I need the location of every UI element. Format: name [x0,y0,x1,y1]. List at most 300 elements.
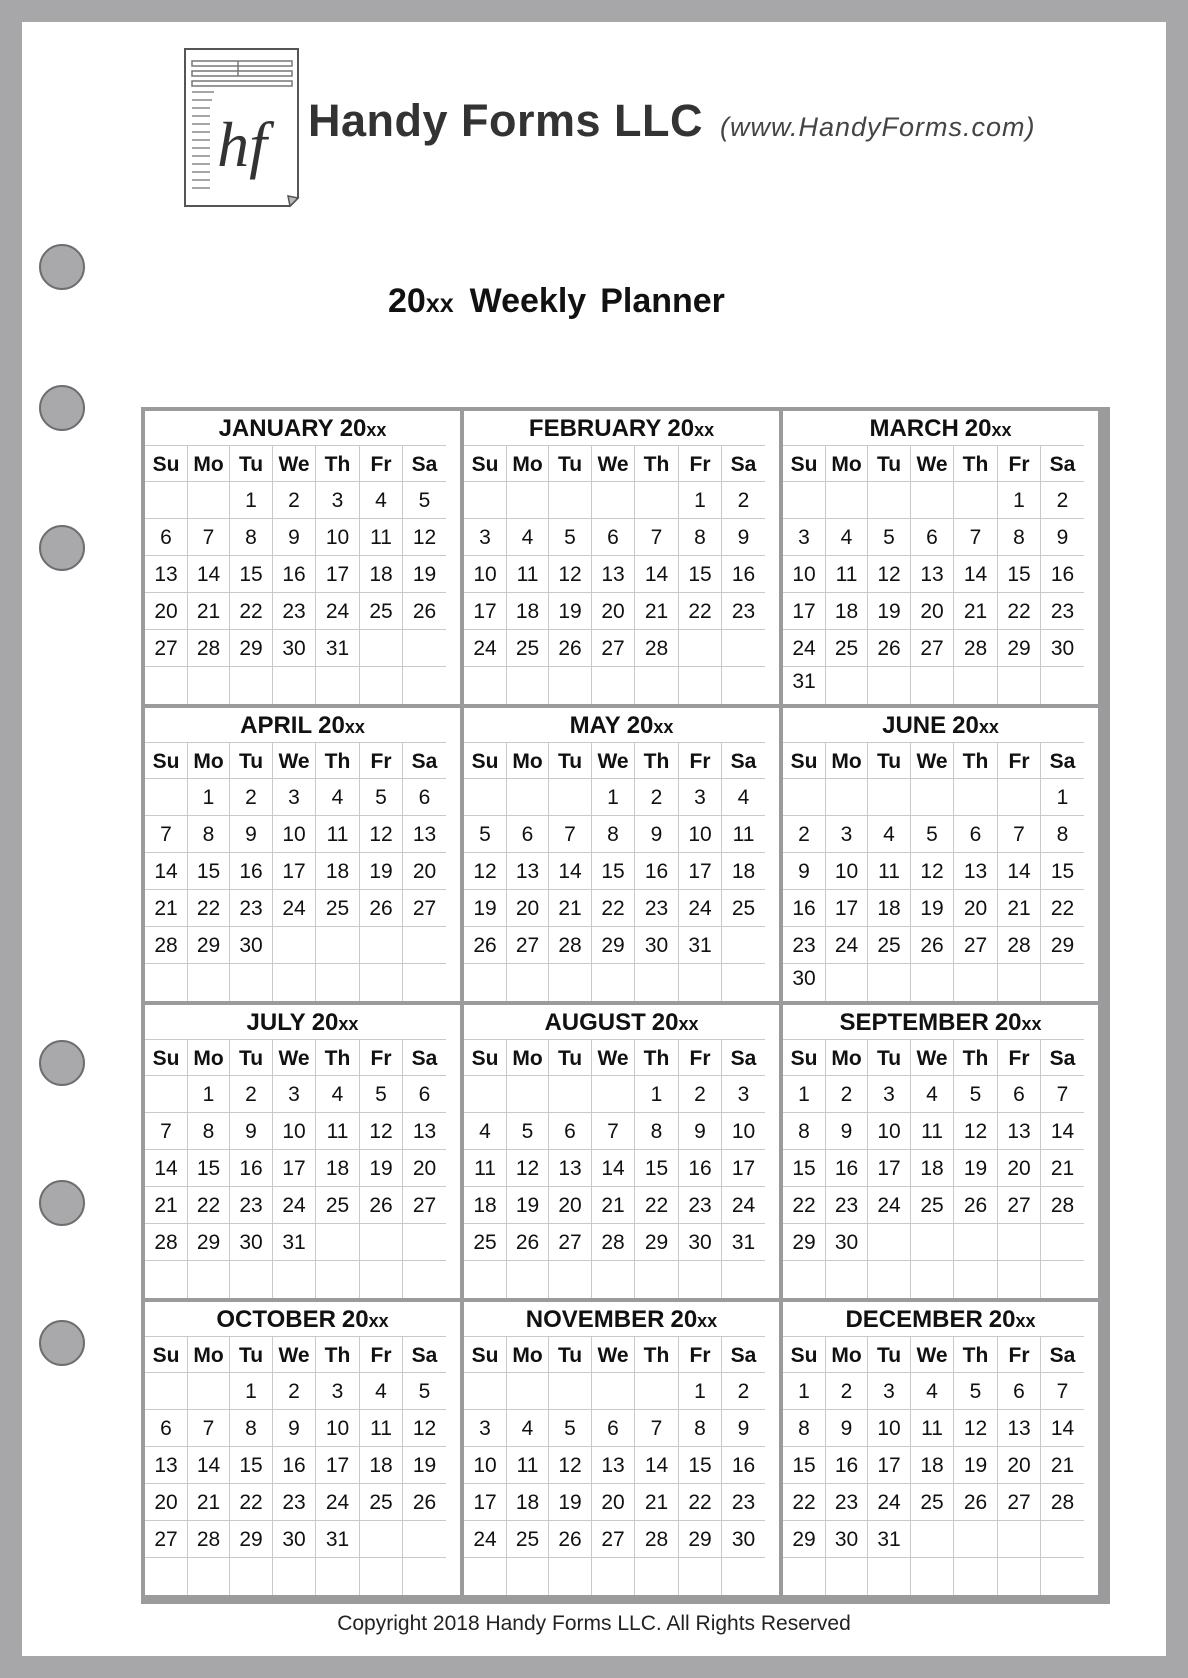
empty-day-cell [954,482,998,519]
month-year-suffix: xx [366,420,387,440]
day-cell: 6 [145,519,188,556]
weekday-header: Su [464,742,507,779]
title-year-suffix: xx [425,290,454,318]
day-cell: 7 [954,519,998,556]
day-cell: 18 [911,1150,954,1187]
day-cell: 19 [403,1447,446,1484]
month-name: AUGUST [544,1009,646,1036]
day-cell: 13 [145,556,188,593]
day-cell: 25 [316,890,360,927]
month-year: 20 [994,1009,1022,1036]
day-cell: 10 [464,556,507,593]
weekday-header: Th [316,445,360,482]
month-year-suffix: xx [368,1311,389,1331]
day-cell: 29 [679,1521,722,1558]
weekday-header: Su [145,742,188,779]
empty-day-cell [230,964,273,1001]
empty-day-cell [464,1076,507,1113]
day-cell: 27 [954,927,998,964]
empty-day-cell [783,1261,826,1298]
empty-day-cell [549,1261,592,1298]
day-cell: 10 [868,1113,911,1150]
day-cell: 14 [998,853,1041,890]
day-cell: 20 [592,593,635,630]
day-cell: 20 [549,1187,592,1224]
binder-hole [39,1180,85,1226]
day-cell: 17 [826,890,868,927]
day-cell: 23 [635,890,679,927]
day-cell: 1 [592,779,635,816]
day-cell: 25 [911,1484,954,1521]
day-cell: 26 [868,630,911,667]
day-cell: 18 [316,1150,360,1187]
day-cell: 14 [549,853,592,890]
empty-day-cell [592,482,635,519]
month-title [145,708,460,742]
day-cell: 7 [998,816,1041,853]
weekday-header: Sa [403,1039,446,1076]
day-cell: 13 [954,853,998,890]
day-cell: 21 [1041,1150,1084,1187]
empty-day-cell [911,1558,954,1595]
day-cell: 25 [507,1521,549,1558]
day-cell: 11 [507,556,549,593]
empty-day-cell [783,1558,826,1595]
day-cell: 15 [592,853,635,890]
day-cell: 16 [783,890,826,927]
day-cell: 19 [549,593,592,630]
day-cell: 12 [549,1447,592,1484]
day-cell: 16 [273,1447,316,1484]
weekday-header: We [592,742,635,779]
weekday-header: We [911,1039,954,1076]
month-title [145,411,460,445]
day-cell: 9 [230,1113,273,1150]
day-cell: 23 [826,1187,868,1224]
day-cell: 15 [188,1150,230,1187]
day-cell: 25 [911,1187,954,1224]
day-cell: 13 [549,1150,592,1187]
day-cell: 13 [145,1447,188,1484]
month-year: 20 [667,415,695,442]
day-cell: 27 [145,630,188,667]
day-cell: 11 [316,1113,360,1150]
day-cell: 6 [145,1410,188,1447]
empty-day-cell [679,1558,722,1595]
day-cell: 23 [273,593,316,630]
day-cell: 9 [1041,519,1084,556]
empty-day-cell [360,1261,403,1298]
day-cell: 25 [868,927,911,964]
empty-day-cell [273,1261,316,1298]
weekday-header: Sa [403,1336,446,1373]
day-cell: 19 [464,890,507,927]
empty-day-cell [998,1224,1041,1261]
weekday-header: Sa [722,1039,765,1076]
empty-day-cell [722,964,765,1001]
day-cell: 27 [592,630,635,667]
weekday-header: Tu [230,1336,273,1373]
day-cell: 12 [868,556,911,593]
day-cell: 23 [826,1484,868,1521]
weekday-header: Su [145,1039,188,1076]
weekday-header: Su [783,742,826,779]
weekday-header: We [273,445,316,482]
day-cell: 24 [316,1484,360,1521]
day-cell: 29 [1041,927,1084,964]
empty-day-cell [464,779,507,816]
month-july [145,1005,460,1298]
day-cell: 28 [549,927,592,964]
day-cell: 10 [826,853,868,890]
day-cell: 11 [911,1410,954,1447]
day-cell: 26 [954,1187,998,1224]
day-cell: 19 [549,1484,592,1521]
day-cell: 23 [722,593,765,630]
empty-day-cell [145,1558,188,1595]
day-cell: 5 [464,816,507,853]
empty-day-cell [722,927,765,964]
day-cell: 20 [507,890,549,927]
empty-day-cell [592,1076,635,1113]
day-cell: 8 [679,1410,722,1447]
empty-day-cell [145,1261,188,1298]
weekday-header: Tu [868,445,911,482]
month-title [464,411,779,445]
weekday-header: We [592,445,635,482]
day-cell: 15 [783,1150,826,1187]
day-cell: 15 [998,556,1041,593]
day-cell: 6 [911,519,954,556]
day-cell: 8 [230,519,273,556]
empty-day-cell [1041,1521,1084,1558]
month-title [783,1302,1098,1336]
day-cell: 27 [911,630,954,667]
month-name: MAY [569,712,621,739]
day-cell: 2 [722,1373,765,1410]
empty-day-cell [403,1521,446,1558]
company-name: Handy Forms LLC [308,95,704,146]
day-cell: 5 [954,1373,998,1410]
day-cell: 10 [868,1410,911,1447]
day-cell: 8 [592,816,635,853]
day-cell: 23 [783,927,826,964]
day-cell: 14 [1041,1113,1084,1150]
day-cell: 7 [549,816,592,853]
day-cell: 31 [868,1521,911,1558]
day-cell: 12 [403,519,446,556]
empty-day-cell [360,1521,403,1558]
empty-day-cell [507,1261,549,1298]
day-cell: 17 [722,1150,765,1187]
day-cell: 4 [722,779,765,816]
day-cell: 11 [360,1410,403,1447]
day-cell: 21 [635,593,679,630]
day-cell: 26 [549,630,592,667]
day-cell: 11 [826,556,868,593]
day-cell: 30 [1041,630,1084,667]
day-cell: 31 [783,667,826,704]
empty-day-cell [826,964,868,1001]
day-cell: 3 [464,519,507,556]
day-cell: 29 [635,1224,679,1261]
month-title [464,708,779,742]
empty-day-cell [507,482,549,519]
day-cell: 30 [679,1224,722,1261]
day-cell: 1 [230,482,273,519]
day-cell: 18 [826,593,868,630]
day-cell: 21 [592,1187,635,1224]
empty-day-cell [145,667,188,704]
empty-day-cell [868,1558,911,1595]
day-cell: 25 [360,593,403,630]
day-cell: 12 [911,853,954,890]
day-cell: 24 [464,630,507,667]
month-year-suffix: xx [678,1014,699,1034]
weekday-header: Th [316,742,360,779]
empty-day-cell [998,1521,1041,1558]
weekday-header: Th [635,445,679,482]
empty-day-cell [911,964,954,1001]
weekday-header: Mo [826,1336,868,1373]
day-cell: 24 [868,1187,911,1224]
empty-day-cell [722,1558,765,1595]
day-cell: 15 [188,853,230,890]
day-cell: 23 [1041,593,1084,630]
empty-day-cell [592,964,635,1001]
day-cell: 5 [360,1076,403,1113]
weekday-header: Mo [507,445,549,482]
month-title [145,1302,460,1336]
day-cell: 12 [360,816,403,853]
weekday-header: Su [783,1336,826,1373]
day-cell: 9 [722,519,765,556]
day-cell: 17 [316,556,360,593]
day-cell: 31 [316,1521,360,1558]
day-cell: 3 [273,779,316,816]
month-year: 20 [339,415,367,442]
day-cell: 13 [403,816,446,853]
day-cell: 21 [954,593,998,630]
day-cell: 14 [954,556,998,593]
day-cell: 30 [273,630,316,667]
day-cell: 18 [507,593,549,630]
empty-day-cell [1041,1224,1084,1261]
weekday-header: We [592,1336,635,1373]
empty-day-cell [911,1224,954,1261]
empty-day-cell [592,667,635,704]
day-cell: 30 [230,927,273,964]
day-cell: 14 [145,853,188,890]
day-cell: 21 [188,593,230,630]
day-cell: 1 [188,779,230,816]
empty-day-cell [1041,1558,1084,1595]
day-cell: 12 [360,1113,403,1150]
day-cell: 7 [145,816,188,853]
weekday-header: Th [635,1336,679,1373]
month-year: 20 [626,712,654,739]
day-cell: 12 [954,1410,998,1447]
day-cell: 2 [1041,482,1084,519]
day-cell: 22 [592,890,635,927]
month-title [783,708,1098,742]
day-cell: 21 [188,1484,230,1521]
title-word-weekly: Weekly [469,282,587,320]
weekday-header: Tu [230,445,273,482]
day-cell: 1 [679,1373,722,1410]
day-cell: 17 [464,1484,507,1521]
empty-day-cell [145,1373,188,1410]
weekday-header: Mo [188,1039,230,1076]
day-cell: 27 [403,1187,446,1224]
empty-day-cell [273,667,316,704]
day-cell: 23 [230,1187,273,1224]
day-cell: 12 [954,1113,998,1150]
month-name: JANUARY [218,415,334,442]
day-cell: 20 [145,1484,188,1521]
empty-day-cell [679,630,722,667]
weekday-header: We [911,742,954,779]
day-cell: 17 [464,593,507,630]
day-cell: 5 [403,482,446,519]
weekday-header: Mo [826,445,868,482]
day-cell: 10 [316,1410,360,1447]
month-year-suffix: xx [653,717,674,737]
empty-day-cell [145,964,188,1001]
day-cell: 7 [1041,1076,1084,1113]
weekday-header: Fr [998,445,1041,482]
day-cell: 8 [188,816,230,853]
day-cell: 16 [826,1447,868,1484]
day-cell: 22 [679,593,722,630]
day-cell: 30 [273,1521,316,1558]
day-cell: 23 [722,1484,765,1521]
day-cell: 14 [188,556,230,593]
binder-hole [39,1040,85,1086]
day-cell: 15 [230,1447,273,1484]
day-cell: 10 [783,556,826,593]
empty-day-cell [403,927,446,964]
binder-hole [39,385,85,431]
day-cell: 19 [507,1187,549,1224]
day-cell: 3 [273,1076,316,1113]
empty-day-cell [273,1558,316,1595]
day-cell: 16 [679,1150,722,1187]
empty-day-cell [188,1558,230,1595]
empty-day-cell [403,1558,446,1595]
day-cell: 4 [911,1076,954,1113]
day-cell: 7 [145,1113,188,1150]
empty-day-cell [911,1521,954,1558]
weekday-header: Tu [549,1039,592,1076]
weekday-header: Th [635,1039,679,1076]
empty-day-cell [507,1558,549,1595]
month-name: JUNE [882,712,947,739]
month-name: FEBRUARY [528,415,662,442]
day-cell: 18 [360,556,403,593]
day-cell: 17 [868,1150,911,1187]
day-cell: 2 [783,816,826,853]
day-cell: 20 [998,1447,1041,1484]
day-cell: 8 [1041,816,1084,853]
day-cell: 11 [464,1150,507,1187]
empty-day-cell [868,482,911,519]
day-cell: 24 [464,1521,507,1558]
day-cell: 27 [507,927,549,964]
weekday-header: Sa [722,1336,765,1373]
day-cell: 6 [592,519,635,556]
day-cell: 16 [826,1150,868,1187]
day-cell: 1 [783,1076,826,1113]
day-cell: 26 [464,927,507,964]
day-cell: 12 [464,853,507,890]
day-cell: 24 [868,1484,911,1521]
weekday-header: Th [954,1336,998,1373]
binder-hole [39,525,85,571]
day-cell: 24 [273,1187,316,1224]
empty-day-cell [188,667,230,704]
weekday-header: We [273,1336,316,1373]
weekday-header: Mo [188,1336,230,1373]
day-cell: 5 [507,1113,549,1150]
day-cell: 26 [954,1484,998,1521]
day-cell: 13 [507,853,549,890]
weekday-header: Mo [507,1039,549,1076]
day-cell: 26 [403,593,446,630]
day-cell: 24 [316,593,360,630]
month-title [464,1302,779,1336]
empty-day-cell [954,667,998,704]
day-cell: 9 [826,1410,868,1447]
weekday-header: Mo [507,742,549,779]
empty-day-cell [592,1373,635,1410]
empty-day-cell [464,1558,507,1595]
empty-day-cell [549,1373,592,1410]
empty-day-cell [911,779,954,816]
empty-day-cell [464,1373,507,1410]
day-cell: 30 [230,1224,273,1261]
day-cell: 2 [826,1076,868,1113]
empty-day-cell [145,1076,188,1113]
day-cell: 3 [868,1373,911,1410]
day-cell: 28 [998,927,1041,964]
day-cell: 13 [911,556,954,593]
weekday-header: Th [635,742,679,779]
day-cell: 11 [911,1113,954,1150]
day-cell: 28 [1041,1484,1084,1521]
weekday-header: Fr [360,1039,403,1076]
weekday-header: Tu [868,1336,911,1373]
day-cell: 8 [188,1113,230,1150]
day-cell: 22 [998,593,1041,630]
day-cell: 21 [998,890,1041,927]
day-cell: 17 [273,853,316,890]
day-cell: 6 [403,779,446,816]
day-cell: 4 [360,1373,403,1410]
day-cell: 26 [911,927,954,964]
empty-day-cell [954,964,998,1001]
month-may [464,708,779,1001]
month-year: 20 [952,712,979,739]
title-year: 20 [388,282,426,320]
empty-day-cell [1041,1261,1084,1298]
day-cell: 7 [635,1410,679,1447]
day-cell: 2 [826,1373,868,1410]
day-cell: 25 [464,1224,507,1261]
day-cell: 16 [230,1150,273,1187]
empty-day-cell [145,482,188,519]
month-year: 20 [318,712,345,739]
